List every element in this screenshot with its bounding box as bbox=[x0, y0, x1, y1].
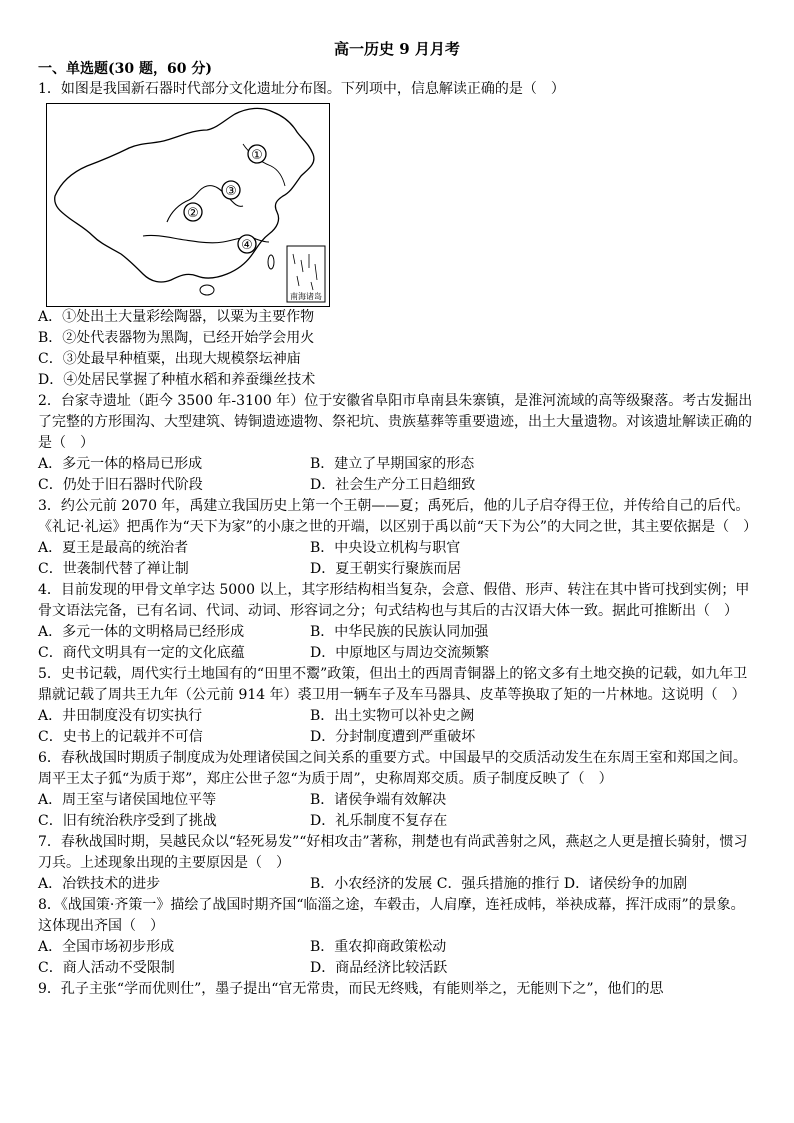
question-7 bbox=[38, 832, 756, 895]
site-marker-1 bbox=[248, 145, 266, 163]
svg-text:②: ② bbox=[187, 206, 199, 221]
hainan-island bbox=[200, 285, 214, 295]
question-1 bbox=[38, 79, 756, 100]
site-marker-3 bbox=[222, 181, 240, 199]
option-d[interactable]: D．④处居民掌握了种植水稻和养蚕缫丝技术 bbox=[38, 372, 316, 388]
svg-text:③: ③ bbox=[225, 184, 237, 199]
option-b[interactable]: B．②处代表器物为黑陶，已经开始学会用火 bbox=[38, 330, 315, 346]
option-d[interactable]: D．夏王朝实行聚族而居 bbox=[310, 561, 462, 577]
option-a[interactable]: A．夏王是最高的统治者 bbox=[38, 540, 189, 556]
question-6 bbox=[38, 748, 756, 832]
question-stem: 3．约公元前 2070 年，禹建立我国历史上第一个王朝——夏；禹死后，他的儿子启夺得王位，并传给自己的后代。《礼记·礼运》把禹作为“天下为家”的小康之世的开端，以区别于禹以前“天下为公”的大同之世，其主要依据是（ ） bbox=[38, 498, 758, 535]
option-c[interactable]: C．商代文明具有一定的文化底蕴 bbox=[38, 645, 245, 661]
site-marker-2 bbox=[184, 203, 202, 221]
question-8 bbox=[38, 895, 756, 979]
question-4 bbox=[38, 580, 756, 664]
option-a[interactable]: A．全国市场初步形成 bbox=[38, 939, 175, 955]
option-b[interactable]: B．中央设立机构与职官 bbox=[310, 540, 461, 556]
option-b[interactable]: B．诸侯争端有效解决 bbox=[310, 792, 447, 808]
question-stem: 1．如图是我国新石器时代部分文化遗址分布图。下列项中，信息解读正确的是（ ） bbox=[38, 81, 565, 97]
svg-text:①: ① bbox=[251, 148, 263, 163]
neolithic-sites-map bbox=[46, 103, 330, 307]
page-title: 高一历史 9 月月考 bbox=[334, 40, 460, 58]
question-1-options bbox=[38, 307, 756, 391]
question-stem: 4．目前发现的甲骨文单字达 5000 以上，其字形结构相当复杂，会意、假借、形声、转注在其中皆可找到实例；甲骨文语法完备，已有名词、代词、动词、形容词之分；句式结构也与其后的古汉语大体一致。据此可推断出（ ） bbox=[38, 582, 750, 619]
question-stem: 6．春秋战国时期质子制度成为处理诸侯国之间关系的重要方式。中国最早的交质活动发生在东周王室和郑国之间。周平王太子狐“为质于郑”，郑庄公世子忽“为质于周”，史称周郑交质。质子制度反映了（ ） bbox=[38, 750, 747, 787]
map-image bbox=[47, 104, 329, 306]
option-c[interactable]: C．③处最早种植粟，出现大规模祭坛神庙 bbox=[38, 351, 301, 367]
option-d[interactable]: D．商品经济比较活跃 bbox=[310, 960, 448, 976]
question-stem: 5．史书记载，周代实行土地国有的“田里不鬻”政策，但出土的西周青铜器上的铭文多有土地交换的记载，如九年卫鼎就记载了周共王九年（公元前 914 年）裘卫用一辆车子及车马器具、皮革等换取了矩的一片林地。这说明（ ） bbox=[38, 666, 748, 703]
inset-label: 南海诸岛 bbox=[290, 292, 322, 301]
option-b[interactable]: B．中华民族的民族认同加强 bbox=[310, 624, 489, 640]
option-c[interactable]: C．商人活动不受限制 bbox=[38, 960, 175, 976]
option-c[interactable]: C．世袭制代替了禅让制 bbox=[38, 561, 189, 577]
site-marker-4 bbox=[238, 235, 256, 253]
option-a[interactable]: A．冶铁技术的进步 bbox=[38, 876, 161, 892]
questions-list bbox=[38, 391, 756, 1000]
question-3 bbox=[38, 496, 756, 580]
question-5 bbox=[38, 664, 756, 748]
option-d[interactable]: D．分封制度遭到严重破坏 bbox=[310, 729, 476, 745]
option-a[interactable]: A．多元一体的文明格局已经形成 bbox=[38, 624, 245, 640]
question-9 bbox=[38, 979, 756, 1000]
option-d[interactable]: D．社会生产分工日趋细致 bbox=[310, 477, 476, 493]
south-china-sea-inset bbox=[287, 246, 325, 302]
svg-text:④: ④ bbox=[241, 238, 253, 253]
question-stem: 7．春秋战国时期，吴越民众以“轻死易发”“好相攻击”著称，荆楚也有尚武善射之风，燕赵之人更是擅长骑射，惯习刀兵。上述现象出现的主要原因是（ ） bbox=[38, 834, 748, 871]
china-outline bbox=[55, 108, 314, 282]
option-c[interactable]: C．仍处于旧石器时代阶段 bbox=[38, 477, 203, 493]
option-b-c-d[interactable]: B．小农经济的发展 C．强兵措施的推行 D．诸侯纷争的加剧 bbox=[310, 876, 688, 892]
question-stem: 8．《战国策·齐策一》描绘了战国时期齐国“临淄之途，车毂击，人肩摩，连衽成帏，举袂成幕，挥汗成雨”的景象。这体现出齐国（ ） bbox=[38, 897, 745, 934]
question-2 bbox=[38, 391, 756, 496]
section-heading: 一、单选题(30 题，60 分) bbox=[38, 61, 212, 77]
option-b[interactable]: B．建立了早期国家的形态 bbox=[310, 456, 475, 472]
option-c[interactable]: C．旧有统治秩序受到了挑战 bbox=[38, 813, 217, 829]
option-b[interactable]: B．重农抑商政策松动 bbox=[310, 939, 447, 955]
question-stem: 9．孔子主张“学而优则仕”，墨子提出“官无常贵，而民无终贱，有能则举之，无能则下之”，他们的思 bbox=[38, 981, 664, 997]
question-stem: 2．台家寺遗址（距今 3500 年-3100 年）位于安徽省阜阳市阜南县朱寨镇，是淮河流域的高等级聚落。考古发掘出了完整的方形围沟、大型建筑、铸铜遗迹遗物、祭祀坑、贵族墓葬等重要遗迹，出土大量遗物。对该遗址解读正确的是（ ） bbox=[38, 393, 753, 451]
option-a[interactable]: A．周王室与诸侯国地位平等 bbox=[38, 792, 217, 808]
option-a[interactable]: A．井田制度没有切实执行 bbox=[38, 708, 203, 724]
taiwan-island bbox=[268, 255, 274, 269]
option-a[interactable]: A．①处出土大量彩绘陶器，以粟为主要作物 bbox=[38, 309, 315, 325]
option-a[interactable]: A．多元一体的格局已形成 bbox=[38, 456, 203, 472]
option-d[interactable]: D．中原地区与周边交流频繁 bbox=[310, 645, 490, 661]
option-d[interactable]: D．礼乐制度不复存在 bbox=[310, 813, 448, 829]
option-b[interactable]: B．出土实物可以补史之阙 bbox=[310, 708, 475, 724]
option-c[interactable]: C．史书上的记载并不可信 bbox=[38, 729, 203, 745]
